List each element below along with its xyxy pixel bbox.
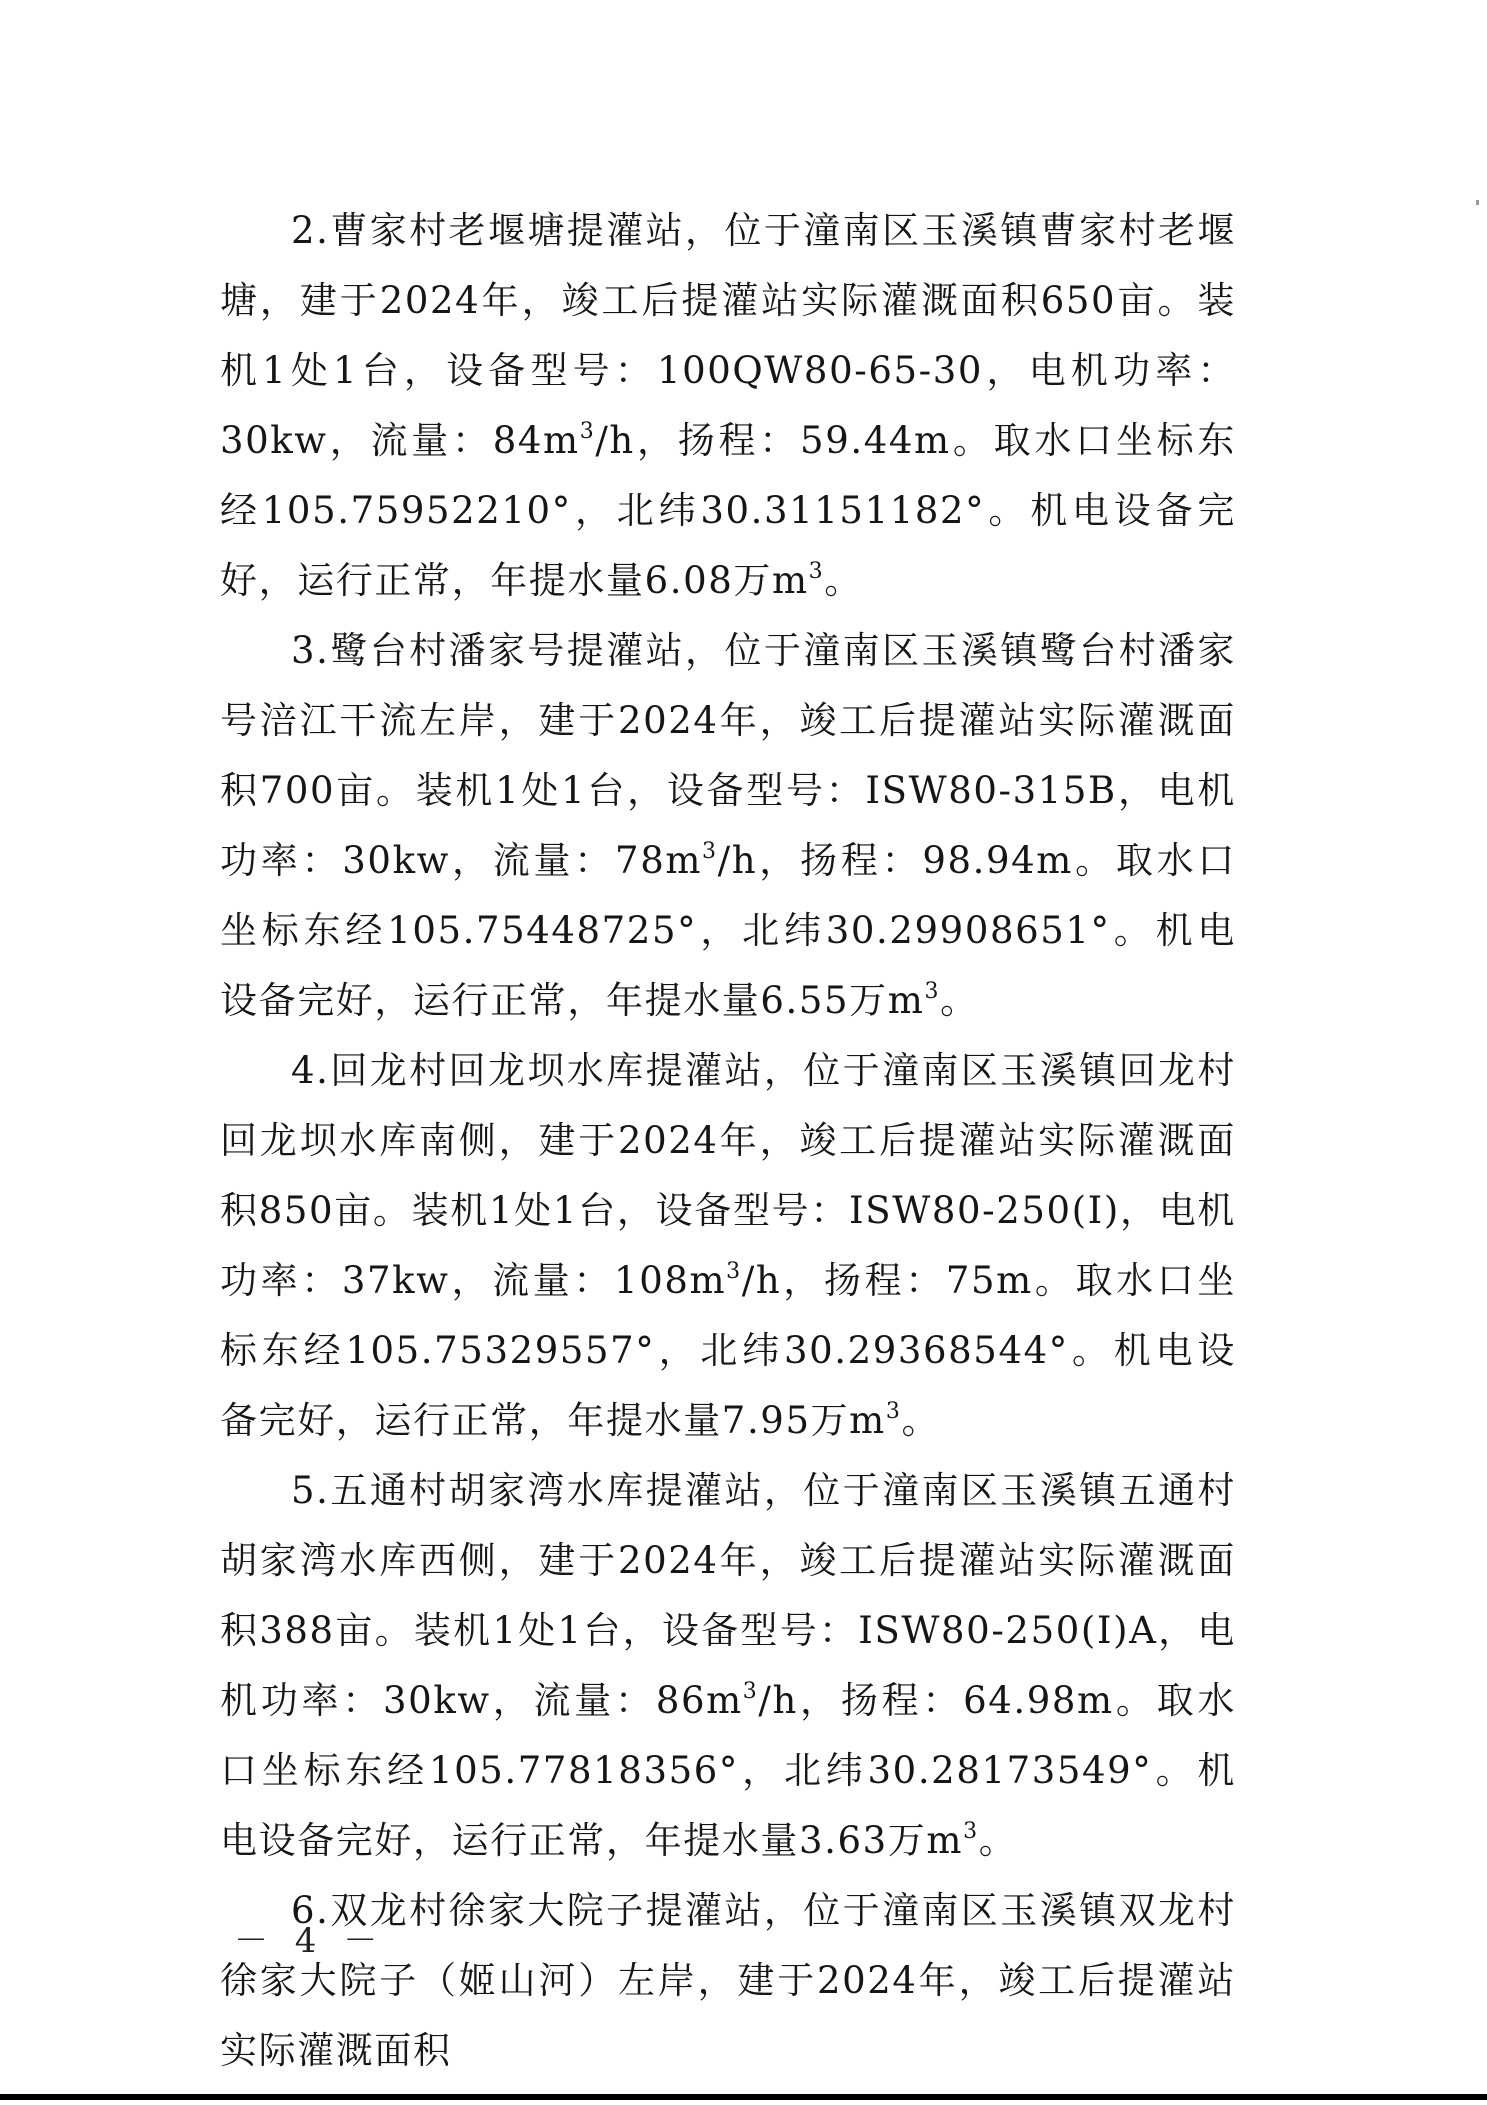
paragraph-station-4 [220,1036,1236,1456]
paragraph-text: 3.鹭台村潘家号提灌站，位于潼南区玉溪镇鹭台村潘家号涪江干流左岸，建于2024年，竣工后提灌站实际灌溉面积700亩。装机1处1台，设备型号：ISW80-315B，电机功率：30kw，流量：78m [220,629,1236,882]
paragraph-text: 4.回龙村回龙坝水库提灌站，位于潼南区玉溪镇回龙村回龙坝水库南侧，建于2024年，竣工后提灌站实际灌溉面积850亩。装机1处1台，设备型号：ISW80-250(I)，电机功率：37kw，流量：108m [220,1049,1236,1302]
paragraph-text: 5.五通村胡家湾水库提灌站，位于潼南区玉溪镇五通村胡家湾水库西侧，建于2024年，竣工后提灌站实际灌溉面积388亩。装机1处1台，设备型号：ISW80-250(I)A，电机功率：30kw，流量：86m [220,1469,1236,1722]
paragraph-text: 。 [978,1819,1018,1862]
superscript: 3 [963,1819,979,1844]
scan-edge-mark [1476,200,1479,205]
superscript: 3 [924,979,941,1004]
superscript: 3 [808,559,825,584]
paragraph-text: /h，扬程：98.94m。取水口坐标东经105.75448725°，北纬30.29908651°。机电设备完好，运行正常，年提水量6.55万m [220,839,1236,1022]
bottom-border-line [0,2094,1487,2100]
paragraph-text: 6.双龙村徐家大院子提灌站，位于潼南区玉溪镇双龙村徐家大院子（姬山河）左岸，建于2024年，竣工后提灌站实际灌溉面积 [220,1889,1236,2072]
superscript: 3 [579,419,596,444]
superscript: 3 [726,1259,742,1284]
superscript: 3 [742,1679,759,1704]
superscript: 3 [702,839,718,864]
paragraph-text: /h，扬程：75m。取水口坐标东经105.75329557°，北纬30.29368544°。机电设备完好，运行正常，年提水量7.95万m [220,1259,1236,1442]
paragraph-text: /h，扬程：59.44m。取水口坐标东经105.75952210°，北纬30.31151182°。机电设备完好，运行正常，年提水量6.08万m [220,419,1236,602]
paragraph-text: 。 [824,559,863,602]
paragraph-text: 。 [901,1399,941,1442]
paragraph-station-2 [220,196,1236,616]
paragraph-text: 。 [940,979,979,1022]
document-body [220,196,1236,2086]
paragraph-text: 2.曹家村老堰塘提灌站，位于潼南区玉溪镇曹家村老堰塘，建于2024年，竣工后提灌站实际灌溉面积650亩。装机1处1台，设备型号：100QW80-65-30，电机功率：30kw，流量：84m [220,209,1236,462]
paragraph-station-3 [220,616,1236,1036]
paragraph-station-5 [220,1456,1236,1876]
paragraph-station-6 [220,1876,1236,2086]
paragraph-text: /h，扬程：64.98m。取水口坐标东经105.77818356°，北纬30.28173549°。机电设备完好，运行正常，年提水量3.63万m [220,1679,1236,1862]
page-number: － 4 － [234,1921,386,1961]
superscript: 3 [885,1399,902,1424]
